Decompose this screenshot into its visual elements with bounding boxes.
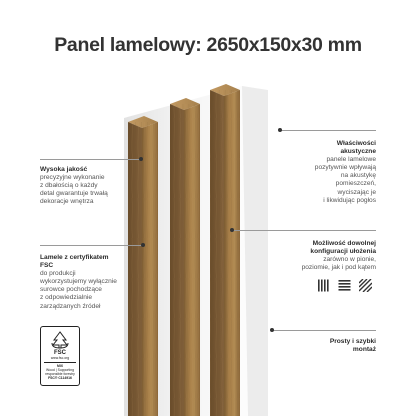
leader-dot-mounting <box>270 328 274 332</box>
leader-line-quality <box>40 159 140 160</box>
callout-mounting-heading: Prosty i szybki montaż <box>329 338 376 354</box>
vertical-arrangement-icon <box>317 279 330 292</box>
leader-dot-configuration <box>230 228 234 232</box>
fsc-logo-label: MIX <box>56 364 64 368</box>
leader-dot-quality <box>139 157 143 161</box>
callout-acoustic-body: panele lamelowe pozytywnie wpływają na akustykę pomieszczeń, wyciszając je i likwidując pogłos <box>314 156 376 204</box>
callout-configuration-body: zarówno w pionie, poziomie, jak i pod kątem <box>301 256 376 272</box>
callout-configuration-heading: Możliwość dowolnej konfiguracji ułożenia <box>310 240 376 256</box>
callout-configuration <box>270 240 376 272</box>
diagonal-arrangement-icon <box>359 279 372 292</box>
horizontal-arrangement-icon <box>338 279 351 292</box>
fsc-logo-description: Wood | Supporting responsible forestry <box>45 368 75 376</box>
fsc-logo-site: www.fsc.org <box>50 356 70 360</box>
leader-line-configuration <box>232 230 376 231</box>
callout-certificate-body: do produkcji wykorzystujemy wyłącznie surowce pochodzące z odpowiedzialnie zarządzanych źródeł <box>40 270 117 310</box>
leader-line-mounting <box>272 330 376 331</box>
fsc-tree-icon <box>50 331 70 349</box>
callout-acoustic <box>286 140 376 205</box>
callout-certificate <box>40 254 120 311</box>
leader-dot-acoustic <box>278 128 282 132</box>
fsc-logo-license: FSC® C114916 <box>48 376 72 380</box>
callout-quality-body: precyzyjne wykonanie z dbałością o każdy detal gwarantuje trwałą dekoracje wnętrza <box>40 174 108 206</box>
slat-2 <box>170 98 200 416</box>
callout-certificate-heading: Lamele z certyfikatem FSC <box>40 254 109 270</box>
fsc-logo <box>40 326 80 386</box>
callout-quality-heading: Wysoka jakość <box>40 166 88 173</box>
arrangement-icons <box>317 279 373 292</box>
callout-quality <box>40 166 120 206</box>
callout-mounting <box>300 338 376 354</box>
slat-3 <box>210 84 240 416</box>
fsc-logo-name: FSC <box>54 350 66 356</box>
leader-line-certificate <box>40 245 143 246</box>
page-title: Panel lamelowy: 2650x150x30 mm <box>54 34 362 56</box>
leader-dot-certificate <box>141 243 145 247</box>
callout-acoustic-heading: Właściwości akustyczne <box>336 140 376 156</box>
leader-line-acoustic <box>280 130 376 131</box>
slat-1 <box>128 116 158 416</box>
